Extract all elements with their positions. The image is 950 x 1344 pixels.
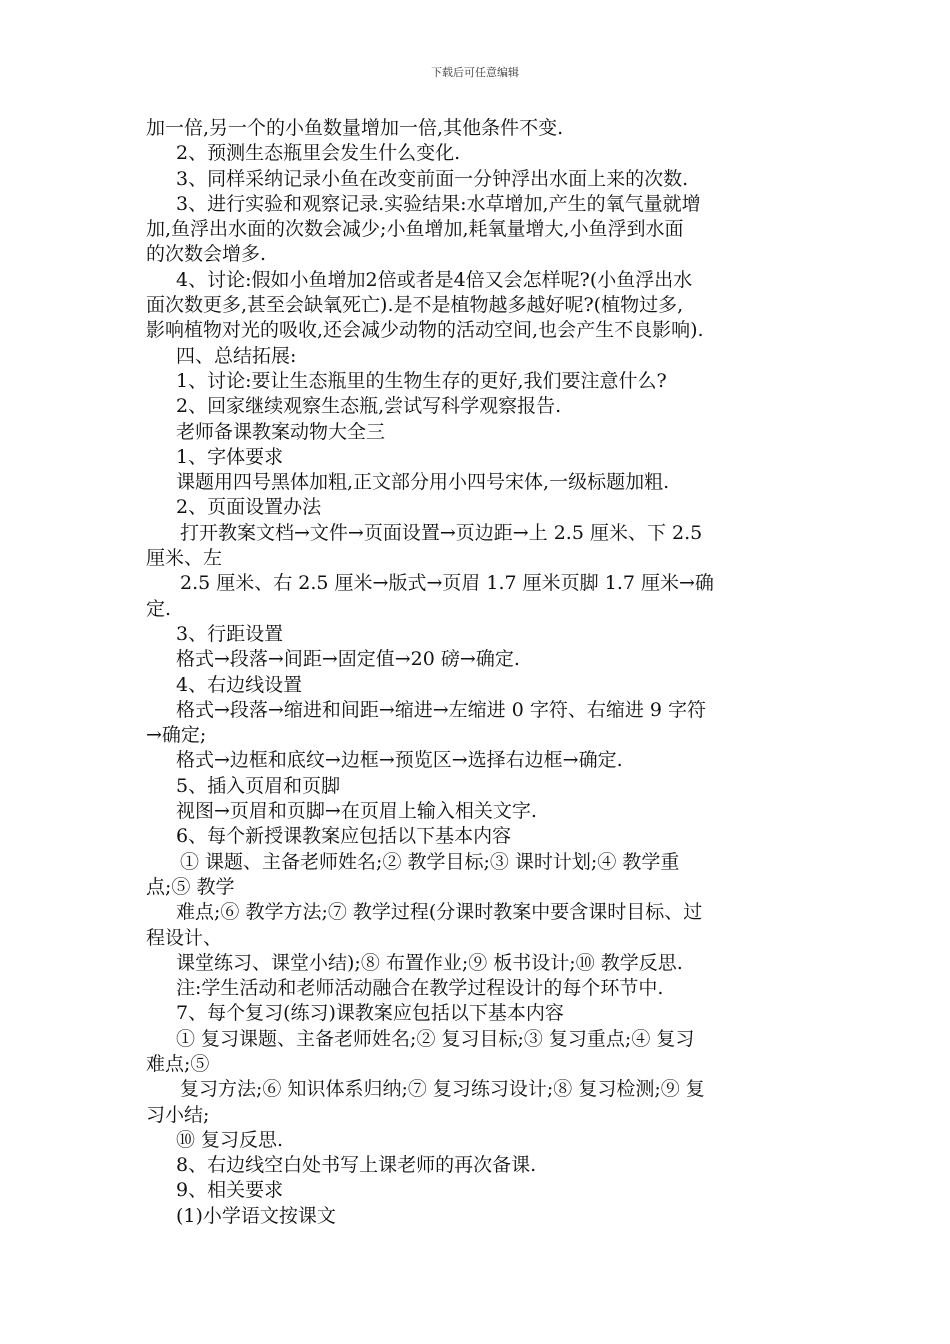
text-line: 加,鱼浮出水面的次数会减少;小鱼增加,耗氧量增大,小鱼浮到水面	[146, 218, 684, 241]
text-line: 程设计、	[146, 926, 223, 949]
text-line: 点;⑤ 教学	[146, 875, 235, 898]
text-line: 格式→段落→间距→固定值→20 磅→确定.	[176, 648, 520, 671]
text-line: 1、字体要求	[176, 445, 284, 468]
text-line: 格式→边框和底纹→边框→预览区→选择右边框→确定.	[176, 749, 623, 772]
text-line: 9、相关要求	[176, 1179, 284, 1202]
text-line: (1)小学语文按课文	[176, 1204, 336, 1227]
text-line: 老师备课教案动物大全三	[176, 420, 386, 443]
text-line: →确定;	[146, 724, 207, 747]
text-line: 加一倍,另一个的小鱼数量增加一倍,其他条件不变.	[146, 117, 564, 139]
text-line: 1、讨论:要让生态瓶里的生物生存的更好,我们要注意什么?	[176, 369, 667, 392]
text-line: 复习方法;⑥ 知识体系归纳;⑦ 复习练习设计;⑧ 复习检测;⑨ 复	[180, 1078, 705, 1101]
text-line: 3、进行实验和观察记录.实验结果:水草增加,产生的氧气量就增	[176, 192, 701, 215]
text-line: 6、每个新授课教案应包括以下基本内容	[176, 825, 512, 848]
text-line: 4、讨论:假如小鱼增加2倍或者是4倍又会怎样呢?(小鱼浮出水	[176, 268, 693, 291]
text-line: 2、回家继续观察生态瓶,尝试写科学观察报告.	[176, 395, 562, 418]
text-line: 3、行距设置	[176, 622, 284, 645]
text-line: 难点;⑤	[146, 1052, 210, 1075]
text-line: ① 课题、主备老师姓名;② 教学目标;③ 课时计划;④ 教学重	[180, 850, 680, 873]
text-line: 课堂练习、课堂小结);⑧ 布置作业;⑨ 板书设计;⑩ 教学反思.	[176, 951, 683, 974]
text-line: 7、每个复习(练习)课教案应包括以下基本内容	[176, 1002, 564, 1025]
text-line: 面次数更多,甚至会缺氧死亡).是不是植物越多越好呢?(植物过多,	[146, 294, 684, 317]
text-line: 格式→段落→缩进和间距→缩进→左缩进 0 字符、右缩进 9 字符	[176, 698, 707, 721]
text-line: 4、右边线设置	[176, 673, 303, 696]
text-line: 2、预测生态瓶里会发生什么变化.	[176, 142, 461, 165]
text-line: ⑩ 复习反思.	[176, 1128, 284, 1151]
body-text	[146, 116, 814, 1229]
text-line: 定.	[146, 597, 172, 620]
text-line: 2.5 厘米、右 2.5 厘米→版式→页眉 1.7 厘米页脚 1.7 厘米→确	[180, 572, 714, 595]
text-line: 厘米、左	[146, 547, 223, 570]
text-line: 视图→页眉和页脚→在页眉上输入相关文字.	[176, 800, 537, 823]
text-line: 难点;⑥ 教学方法;⑦ 教学过程(分课时教案中要含课时目标、过	[176, 901, 703, 924]
text-line: 的次数会增多.	[146, 243, 267, 266]
text-line: 四、总结拓展:	[176, 344, 297, 367]
header-note: 下载后可任意编辑	[431, 66, 519, 79]
text-line: 2、页面设置办法	[176, 496, 322, 519]
text-line: 课题用四号黑体加粗,正文部分用小四号宋体,一级标题加粗.	[176, 471, 670, 494]
text-line: 打开教案文档→文件→页面设置→页边距→上 2.5 厘米、下 2.5	[180, 521, 703, 544]
text-line: 3、同样采纳记录小鱼在改变前面一分钟浮出水面上来的次数.	[176, 167, 689, 190]
text-line: 5、插入页眉和页脚	[176, 774, 341, 797]
text-line: ① 复习课题、主备老师姓名;② 复习目标;③ 复习重点;④ 复习	[176, 1027, 695, 1050]
text-line: 注:学生活动和老师活动融合在教学过程设计的每个环节中.	[176, 977, 664, 1000]
text-line: 8、右边线空白处书写上课老师的再次备课.	[176, 1154, 537, 1177]
text-line: 习小结;	[146, 1103, 210, 1126]
text-line: 影响植物对光的吸收,还会减少动物的活动空间,也会产生不良影响).	[146, 319, 704, 342]
